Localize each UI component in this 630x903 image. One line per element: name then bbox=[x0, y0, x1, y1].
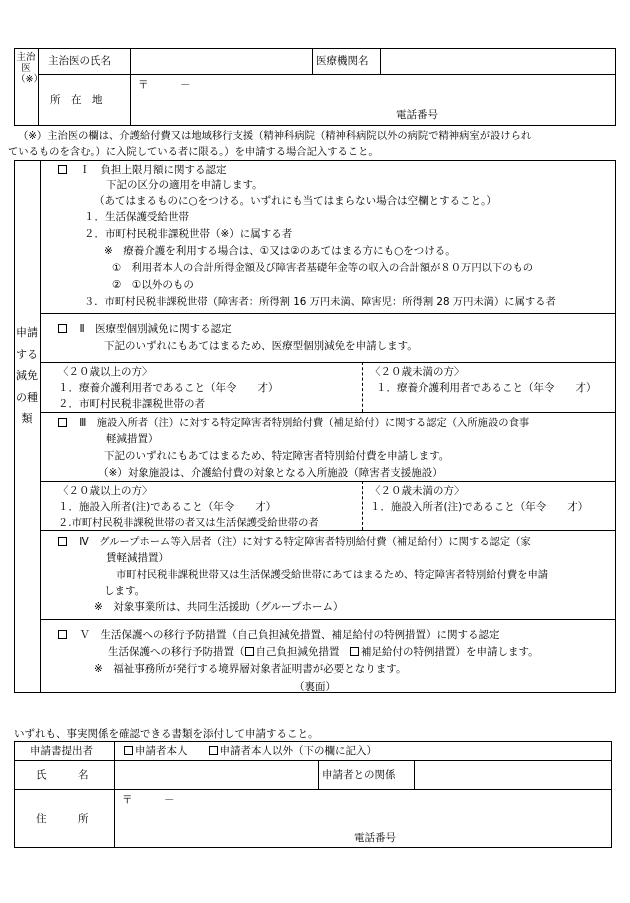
s5-title: Ｖ 生活保護への移行予防措置（自己負担減免措置、補足給付の特例措置）に関する認定 bbox=[58, 628, 500, 642]
doctor-label-divider bbox=[130, 48, 131, 126]
relation-label: 申請者との関係 bbox=[322, 769, 396, 781]
s2-under20-a: １．療養介護利用者であること（年令 才） bbox=[376, 382, 597, 394]
doctor-name-label: 主治医の氏名 bbox=[48, 55, 111, 67]
s3-title2: 軽減措置） bbox=[106, 433, 159, 445]
submitter-name-label: 氏 名 bbox=[36, 769, 89, 781]
relation-label-right bbox=[414, 760, 415, 789]
s5-checkbox[interactable] bbox=[58, 630, 67, 639]
s1-checkbox[interactable] bbox=[58, 165, 67, 174]
s3-under20-a: １．施設入所者(注)であること（年令 才） bbox=[370, 501, 589, 513]
s4-divider bbox=[40, 619, 616, 620]
s5-line1: 生活保護への移行予防措置（ 自己負担減免措置 補足給付の特例措置）を申請します。 bbox=[108, 646, 539, 658]
s4-checkbox[interactable] bbox=[58, 537, 67, 546]
s4-line1: 市町村民税非課税世帯又は生活保護受給世帯にあてはまるため、特定障害者特別給付費を申請 bbox=[116, 569, 549, 581]
institution-label-left bbox=[312, 48, 313, 74]
s3-line1: 下記のいずれにもあてはまるため、特定障害者特別給付費を申請します。 bbox=[104, 450, 450, 462]
s4-note: ※ 対象事業所は、共同生活援助（グループホーム） bbox=[94, 601, 344, 613]
doctor-phone-label: 電話番号 bbox=[396, 109, 438, 121]
relation-label-left bbox=[318, 760, 319, 789]
submitter-postal-mark[interactable]: 〒 － bbox=[122, 794, 175, 806]
s3-note: （※）対象施設は、介護給付費の対象となる入所施設（障害者支援施設） bbox=[98, 467, 443, 479]
doctor-note-line2: ているものを含む。）に入院している者に限る。）を申請する場合記入すること。 bbox=[8, 146, 379, 158]
doctor-row-divider bbox=[38, 74, 616, 75]
s5-opt1-label: 自己負担減免措置 bbox=[255, 646, 340, 658]
reduction-side-label: 申請する減免の種類 bbox=[16, 326, 38, 425]
s2-age-divider bbox=[362, 362, 363, 412]
s1-sub2: ② ①以外のもの bbox=[112, 279, 194, 291]
relation-value[interactable] bbox=[418, 768, 608, 782]
s3-title: Ⅲ 施設入所者（注）に対する特定障害者特別給付費（補足給付）に関する認定（入所施設の食事 bbox=[58, 416, 529, 430]
s5-opt2-checkbox[interactable] bbox=[350, 647, 359, 656]
s1-divider bbox=[40, 313, 616, 314]
doctor-side-divider bbox=[38, 48, 39, 126]
s2-over20-head: 〈２０歳以上の方〉 bbox=[58, 366, 153, 378]
institution-label-right bbox=[380, 48, 381, 74]
s1-item2: ２．市町村民税非課税世帯（※）に属する者 bbox=[84, 228, 293, 240]
s1-sub1: ① 利用者本人の合計所得金額及び障害者基礎年金等の収入の合計額が８０万円以下のもの bbox=[112, 262, 534, 274]
s1-note: ※ 療養介護を利用する場合は、①又は②のあてはまる方にも○をつける。 bbox=[104, 245, 456, 257]
s2-checkbox[interactable] bbox=[58, 324, 67, 333]
submitter-options bbox=[124, 744, 377, 758]
submitter-other-label: 申請者本人以外（下の欄に記入） bbox=[219, 745, 377, 757]
s1-item3: ３．市町村民税非課税世帯（障害者：所得割 16 万円未満、障害児：所得割 28 万円未満）に属する者 bbox=[84, 296, 556, 308]
s1-line2: （あてはまるものに○をつける。いずれにも当てはまらない場合は空欄とすること。） bbox=[94, 195, 497, 207]
submitter-phone-label: 電話番号 bbox=[354, 832, 396, 844]
reduction-side-divider bbox=[40, 160, 41, 693]
doctor-note-line1: （※）主治医の欄は、介護給付費又は地域移行支援（精神科病院（精神科病院以外の病院で精神病室が設けられ bbox=[18, 130, 532, 142]
submitter-name-value[interactable] bbox=[118, 768, 314, 782]
submitter-label: 申請書提出者 bbox=[30, 745, 93, 757]
submitter-label-divider bbox=[114, 741, 115, 848]
s3-divider bbox=[40, 481, 616, 482]
s2-under20-head: 〈２０歳未満の方〉 bbox=[370, 366, 465, 378]
s2-title: Ⅱ 医療型個別減免に関する認定 bbox=[58, 322, 232, 336]
s3-over20-head: 〈２０歳以上の方〉 bbox=[58, 485, 153, 497]
submitter-row1-divider bbox=[14, 760, 612, 761]
doctor-side-label: 主治医（※） bbox=[16, 52, 43, 85]
s1-item1: １．生活保護受給世帯 bbox=[84, 211, 189, 223]
submitter-address-label: 住 所 bbox=[36, 813, 89, 825]
s1-title: Ｉ 負担上限月額に関する認定 bbox=[58, 163, 227, 177]
s3-over20-b: ２.市町村民税非課税世帯の者又は生活保護受給世帯の者 bbox=[58, 517, 319, 529]
s2-over20-b: ２．市町村民税非課税世帯の者 bbox=[58, 398, 205, 410]
s4-title2: 賃軽減措置） bbox=[106, 552, 169, 564]
s5-opt2-label: 補足給付の特例措置 bbox=[361, 646, 456, 658]
attach-note: いずれも、事実関係を確認できる書類を添付して申請すること。 bbox=[14, 728, 319, 740]
s3-under20-head: 〈２０歳未満の方〉 bbox=[370, 485, 465, 497]
s2-over20-a: １．療養介護利用者であること（年令 才） bbox=[58, 382, 279, 394]
back-label: （裏面） bbox=[294, 681, 336, 693]
submitter-other-checkbox[interactable] bbox=[209, 746, 218, 755]
doctor-name-value[interactable] bbox=[134, 54, 308, 68]
doctor-postal-mark[interactable]: 〒 － bbox=[138, 79, 191, 91]
institution-value[interactable] bbox=[384, 54, 612, 68]
s4-title: Ⅳ グループホーム等入居者（注）に対する特定障害者特別給付費（補足給付）に関する認定（家 bbox=[58, 535, 531, 549]
s2-line1: 下記のいずれにもあてはまるため、医療型個別減免を申請します。 bbox=[104, 340, 418, 352]
submitter-self-checkbox[interactable] bbox=[124, 746, 133, 755]
submitter-row2-divider bbox=[14, 789, 612, 790]
s3-over20-a: １．施設入所者(注)であること（年令 才） bbox=[58, 501, 277, 513]
s1-line1: 下記の区分の適用を申請します。 bbox=[106, 179, 263, 191]
s5-note: ※ 福祉事務所が発行する境界層対象者証明書が必要となります。 bbox=[94, 663, 407, 675]
s5-opt1-checkbox[interactable] bbox=[245, 647, 254, 656]
institution-label: 医療機関名 bbox=[316, 55, 369, 67]
s4-line2: します。 bbox=[104, 585, 146, 597]
submitter-self-label: 申請者本人 bbox=[135, 745, 188, 757]
s3-checkbox[interactable] bbox=[58, 418, 67, 427]
s2-bottom-divider bbox=[40, 412, 616, 413]
s2-divider bbox=[40, 362, 616, 363]
s3-age-divider bbox=[362, 481, 363, 530]
doctor-address-label: 所 在 地 bbox=[50, 94, 103, 106]
s3-bottom-divider bbox=[40, 530, 616, 531]
